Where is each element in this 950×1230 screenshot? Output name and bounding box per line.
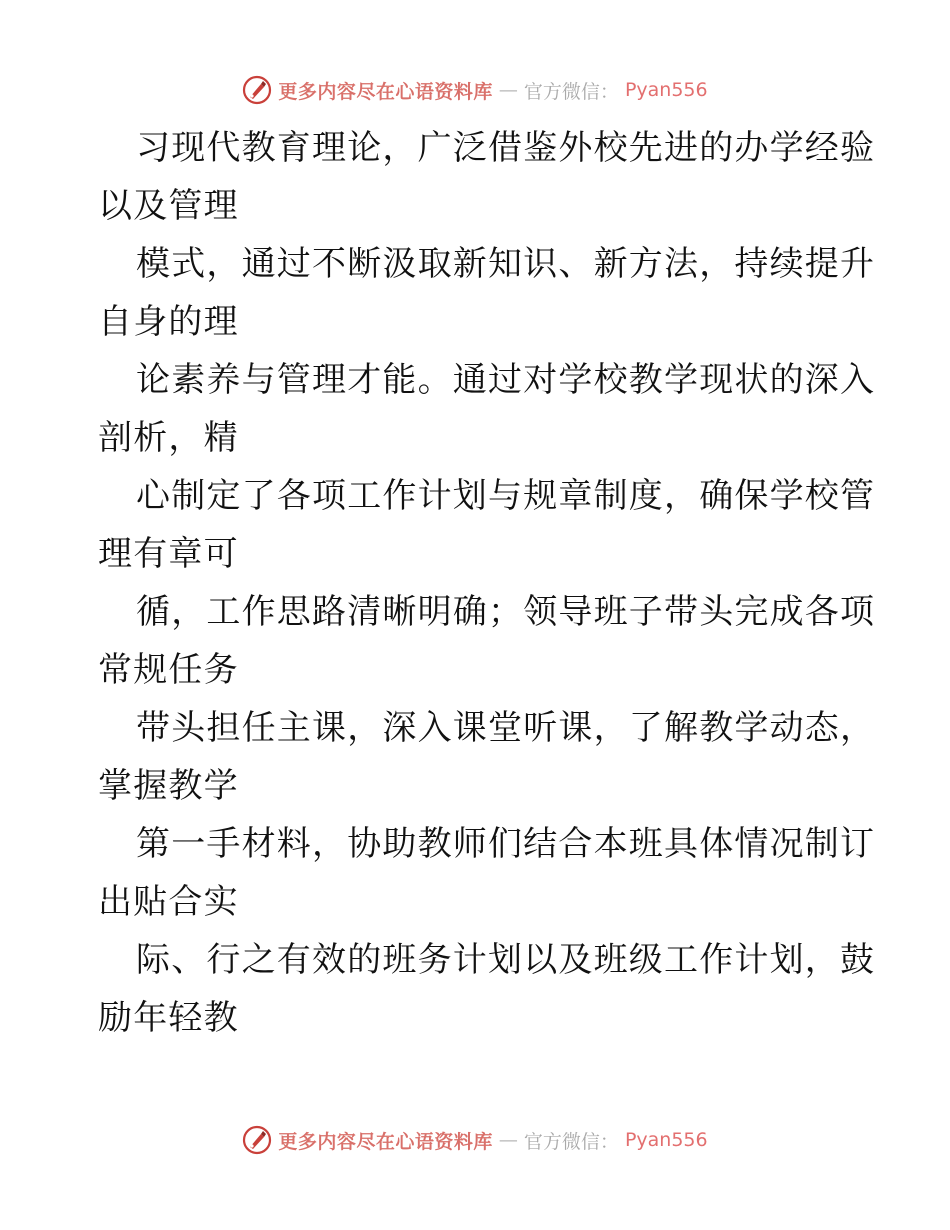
header-watermark xyxy=(0,70,950,110)
paragraph-line: 常规任务 xyxy=(98,650,239,690)
paragraph-line: 际、行之有效的班务计划以及班级工作计划，鼓 xyxy=(136,940,876,980)
paragraph-line: 剖析，精 xyxy=(98,418,239,458)
watermark-site-text: 更多内容尽在心语资料库 xyxy=(278,80,493,103)
paragraph-line: 模式，通过不断汲取新知识、新方法，持续提升 xyxy=(136,244,876,284)
paragraph-line: 掌握教学 xyxy=(98,766,239,806)
paragraph-line: 励年轻教 xyxy=(98,998,239,1038)
paragraph-line: 自身的理 xyxy=(98,302,239,342)
paragraph-line: 理有章可 xyxy=(98,534,239,574)
footer-watermark xyxy=(0,1120,950,1160)
paragraph-line: 习现代教育理论，广泛借鉴外校先进的办学经验 xyxy=(136,128,876,168)
paragraph-line: 循，工作思路清晰明确；领导班子带头完成各项 xyxy=(136,592,876,632)
watermark-separator: — xyxy=(498,1129,518,1151)
document-body xyxy=(98,119,876,1047)
pen-logo-icon xyxy=(242,1125,272,1155)
paragraph-line: 心制定了各项工作计划与规章制度，确保学校管 xyxy=(136,476,876,516)
watermark-separator: — xyxy=(498,79,518,101)
paragraph-line: 带头担任主课，深入课堂听课，了解教学动态， xyxy=(136,708,876,748)
paragraph-line: 第一手材料，协助教师们结合本班具体情况制订 xyxy=(136,824,876,864)
watermark-contact-label: 官方微信： xyxy=(523,80,619,103)
watermark-contact-id: Pyan556 xyxy=(624,1129,708,1151)
watermark-site-text: 更多内容尽在心语资料库 xyxy=(278,1130,493,1153)
paragraph-line: 出贴合实 xyxy=(98,882,239,922)
watermark-contact-label: 官方微信： xyxy=(523,1130,619,1153)
pen-logo-icon xyxy=(242,75,272,105)
paragraph-line: 以及管理 xyxy=(98,186,239,226)
paragraph-line: 论素养与管理才能。通过对学校教学现状的深入 xyxy=(136,360,876,400)
watermark-contact-id: Pyan556 xyxy=(624,79,708,101)
